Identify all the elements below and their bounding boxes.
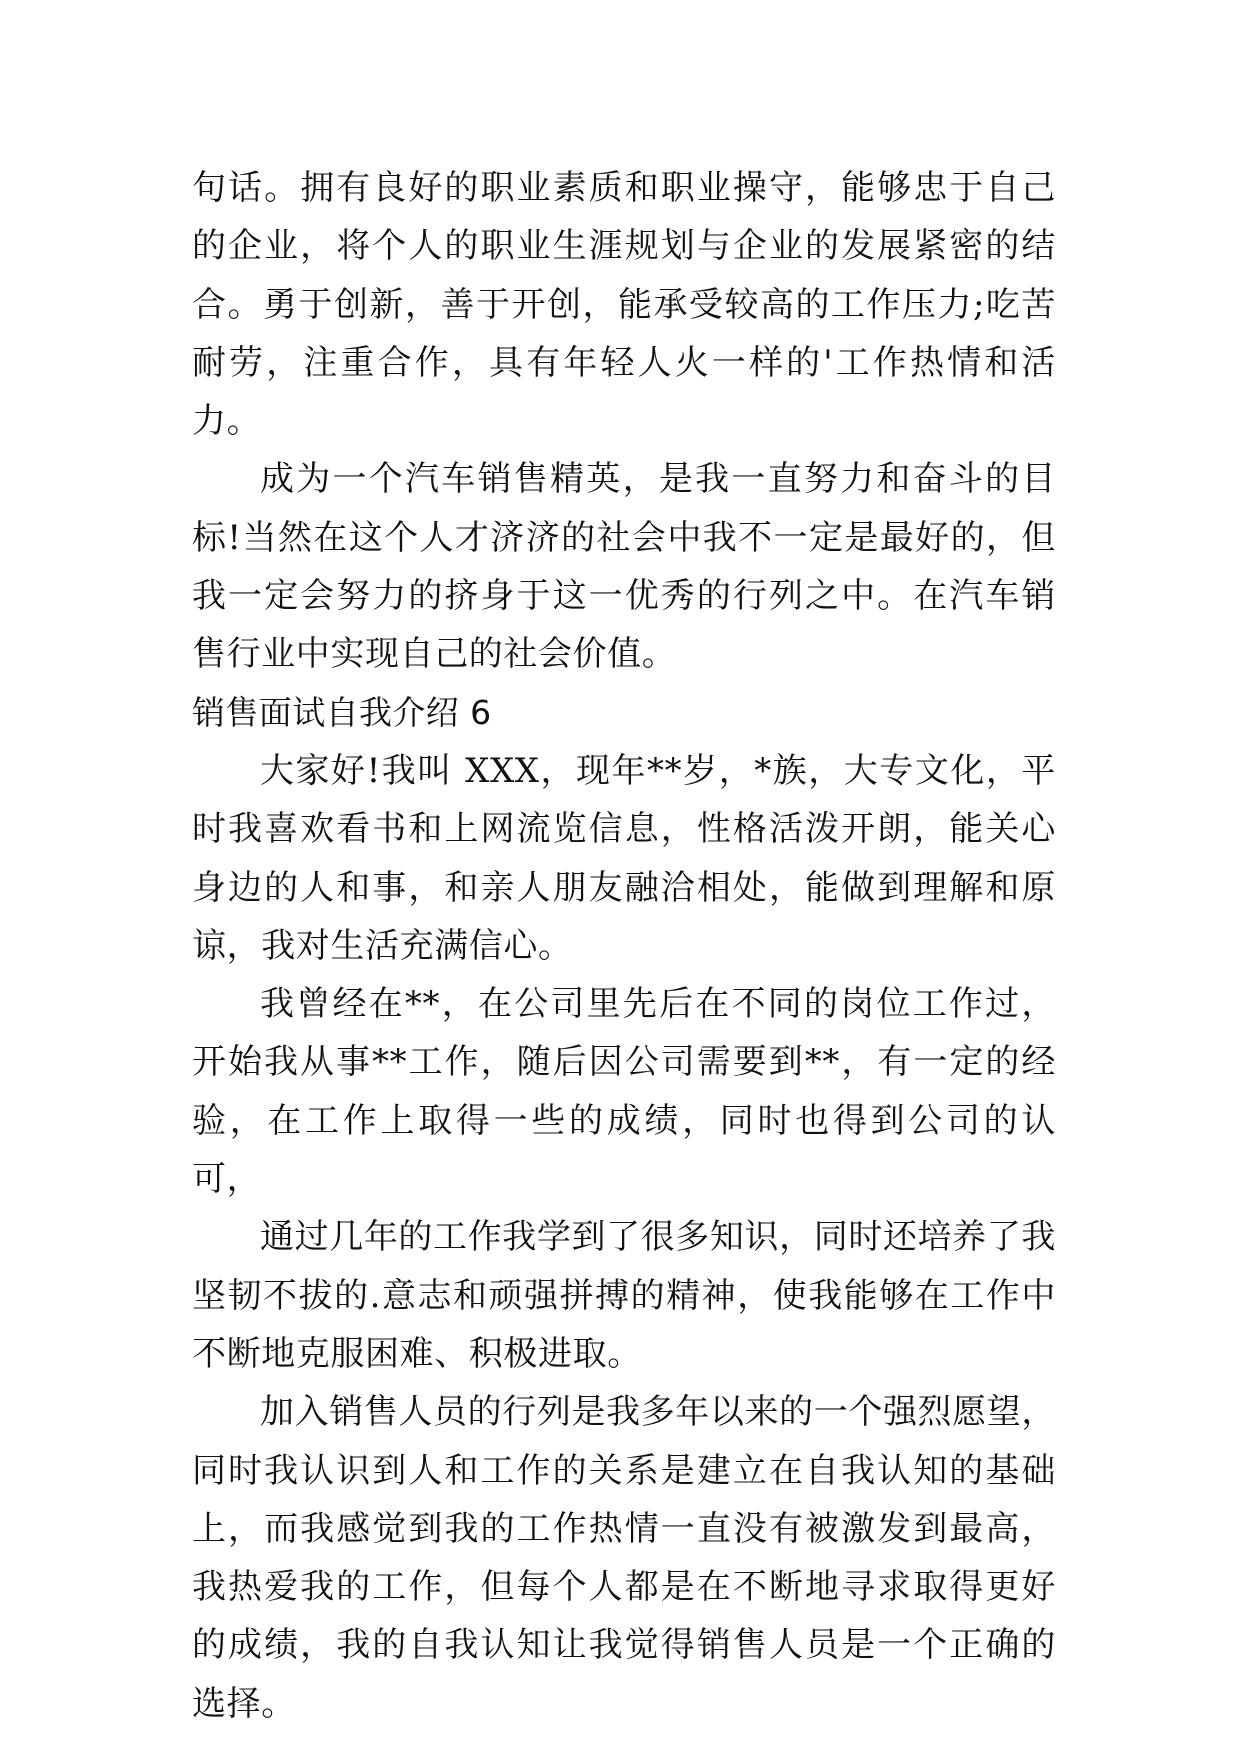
paragraph-career-goal: 成为一个汽车销售精英，是我一直努力和奋斗的目标!当然在这个人才济济的社会中我不一定是最好的，但我一定会努力的挤身于这一优秀的行列之中。在汽车销售行业中实现自己的社会价值。 <box>192 459 1056 675</box>
section-heading: 销售面试自我介绍 6 <box>192 692 492 732</box>
paragraph-continuation: 句话。拥有良好的职业素质和职业操守，能够忠于自己的企业，将个人的职业生涯规划与企业的发展紧密的结合。勇于创新，善于开创，能承受较高的工作压力;吃苦耐劳，注重合作，具有年轻人火一样的'工作热情和活力。 <box>192 168 1056 442</box>
document-body <box>192 159 1056 1733</box>
paragraph-growth: 通过几年的工作我学到了很多知识，同时还培养了我坚韧不拔的.意志和顽强拼搏的精神，使我能够在工作中不断地克服困难、积极进取。 <box>192 1217 1056 1374</box>
paragraph-motivation: 加入销售人员的行列是我多年以来的一个强烈愿望，同时我认识到人和工作的关系是建立在自我认知的基础上，而我感觉到我的工作热情一直没有被激发到最高，我热爱我的工作，但每个人都是在不断地寻求取得更好的成绩，我的自我认知让我觉得销售人员是一个正确的选择。 <box>192 1392 1056 1724</box>
paragraph-experience: 我曾经在**，在公司里先后在不同的岗位工作过，开始我从事**工作，随后因公司需要到**，有一定的经验，在工作上取得一些的成绩，同时也得到公司的认可， <box>192 984 1056 1200</box>
paragraph-greeting: 大家好!我叫 XXX，现年**岁，*族，大专文化，平时我喜欢看书和上网流览信息，性格活泼开朗，能关心身边的人和事，和亲人朋友融洽相处，能做到理解和原谅，我对生活充满信心。 <box>192 750 1056 966</box>
